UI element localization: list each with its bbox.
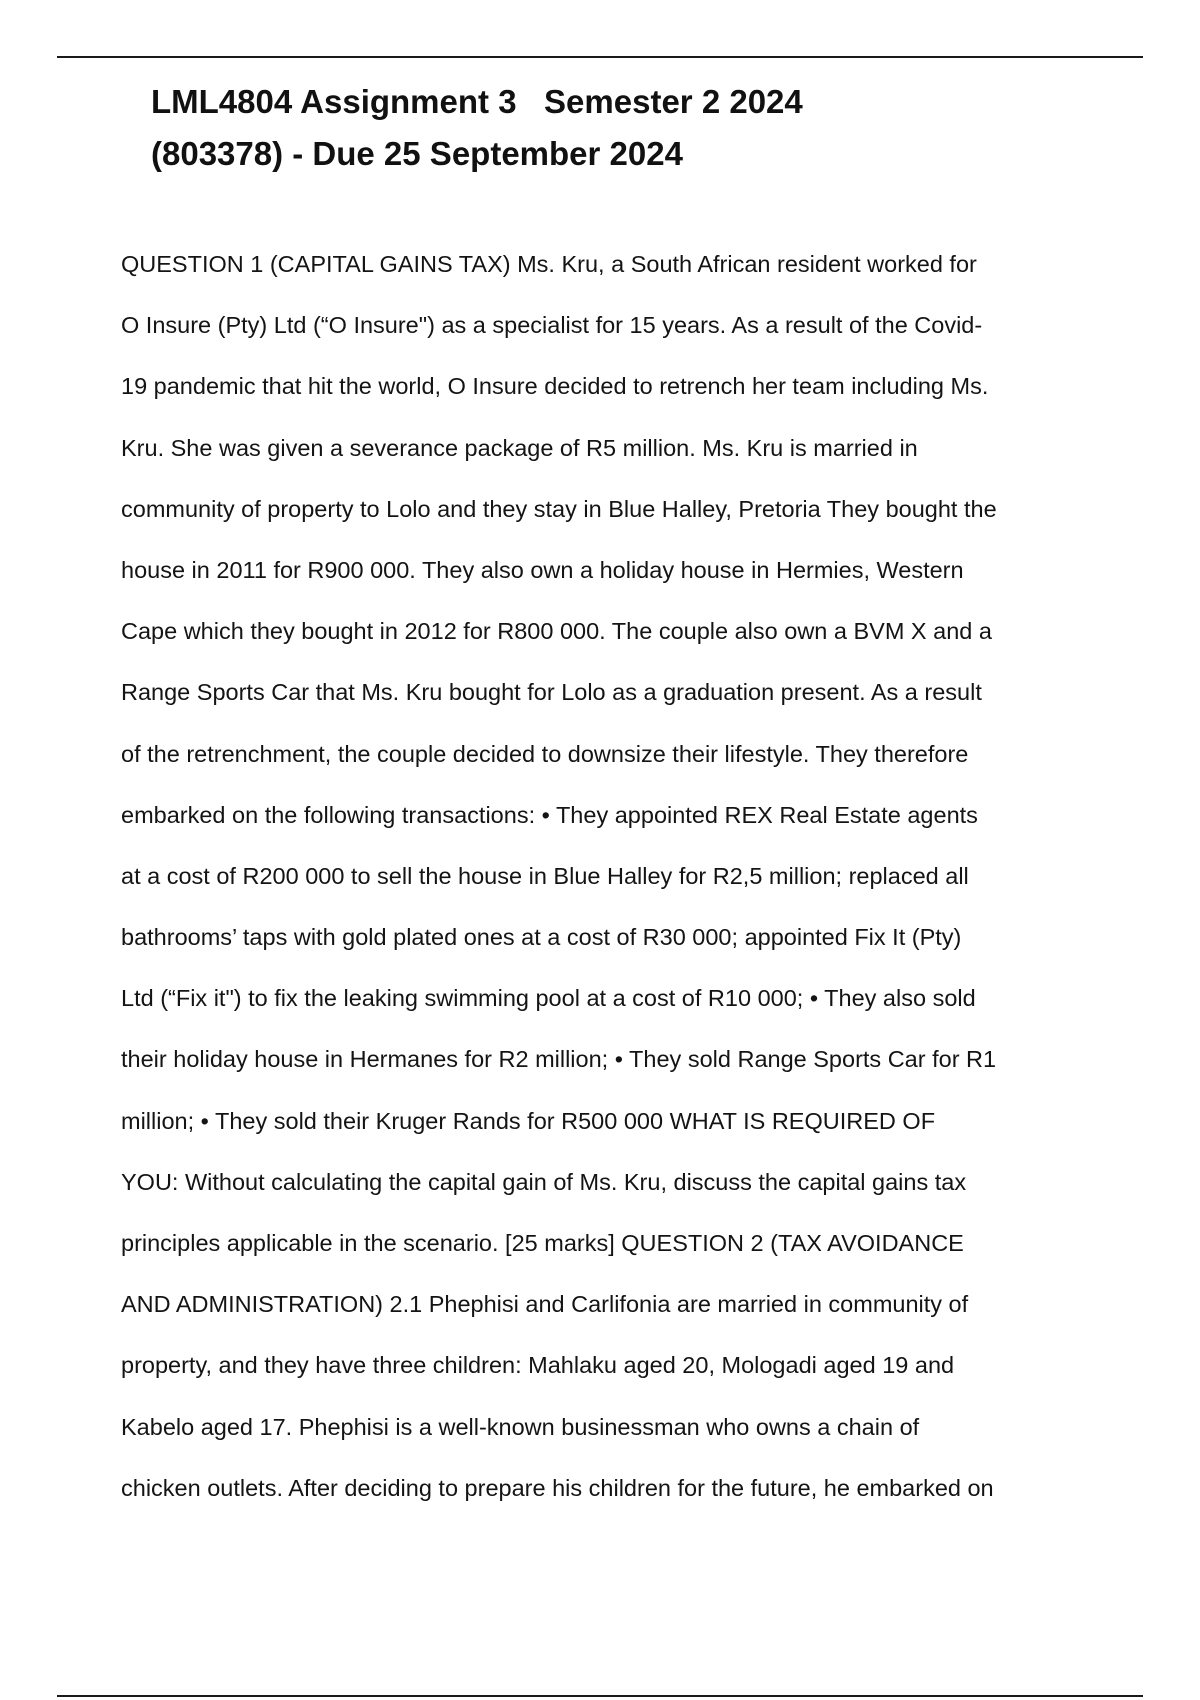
body-line: principles applicable in the scenario. [25 marks] QUESTION 2 (TAX AVOIDANCE	[121, 1230, 964, 1256]
body-line: property, and they have three children: Mahlaku aged 20, Mologadi aged 19 and	[121, 1352, 955, 1379]
body-line: Range Sports Car that Ms. Kru bought for Lolo as a graduation present. As a result	[121, 679, 982, 706]
body-line: community of property to Lolo and they stay in Blue Halley, Pretoria They bought the	[121, 495, 997, 522]
body-line: 19 pandemic that hit the world, O Insure decided to retrench her team including Ms.	[121, 373, 989, 400]
body-line: at a cost of R200 000 to sell the house in Blue Halley for R2,5 million; replaced all	[121, 862, 969, 889]
body-line: chicken outlets. After deciding to prepare his children for the future, he embarked on	[121, 1474, 994, 1501]
body-line: Kabelo aged 17. Phephisi is a well-known businessman who owns a chain of	[121, 1413, 920, 1440]
body-line: house in 2011 for R900 000. They also own a holiday house in Hermies, Western	[121, 556, 964, 583]
body-line: bathrooms’ taps with gold plated ones at a cost of R30 000; appointed Fix It (Pty)	[121, 924, 962, 951]
body-line: YOU: Without calculating the capital gain of Ms. Kru, discuss the capital gains tax	[121, 1168, 967, 1195]
body-line: Ltd (“Fix it") to fix the leaking swimming pool at a cost of R10 000; • They also sold	[121, 985, 976, 1012]
bottom-divider	[57, 1695, 1143, 1697]
title-line-1: LML4804 Assignment 3 Semester 2 2024	[151, 83, 803, 120]
body-line: Cape which they bought in 2012 for R800 000. The couple also own a BVM X and a	[121, 618, 992, 645]
document-body	[121, 234, 1121, 1519]
body-line: million; • They sold their Kruger Rands for R500 000 WHAT IS REQUIRED OF	[121, 1107, 936, 1134]
body-line: of the retrenchment, the couple decided to downsize their lifestyle. They therefore	[121, 740, 969, 767]
document-title	[151, 76, 1111, 180]
title-line-2: (803378) - Due 25 September 2024	[151, 135, 683, 172]
body-line: AND ADMINISTRATION) 2.1 Phephisi and Carlifonia are married in community of	[121, 1291, 969, 1318]
body-line: O Insure (Pty) Ltd (“O Insure") as a specialist for 15 years. As a result of the Covid-	[121, 312, 983, 339]
body-line: Kru. She was given a severance package of R5 million. Ms. Kru is married in	[121, 434, 918, 461]
body-line: embarked on the following transactions: • They appointed REX Real Estate agents	[121, 801, 978, 828]
body-line: their holiday house in Hermanes for R2 million; • They sold Range Sports Car for R1	[121, 1046, 997, 1073]
top-divider	[57, 56, 1143, 58]
body-line: QUESTION 1 (CAPITAL GAINS TAX) Ms. Kru, a South African resident worked for	[121, 251, 977, 277]
